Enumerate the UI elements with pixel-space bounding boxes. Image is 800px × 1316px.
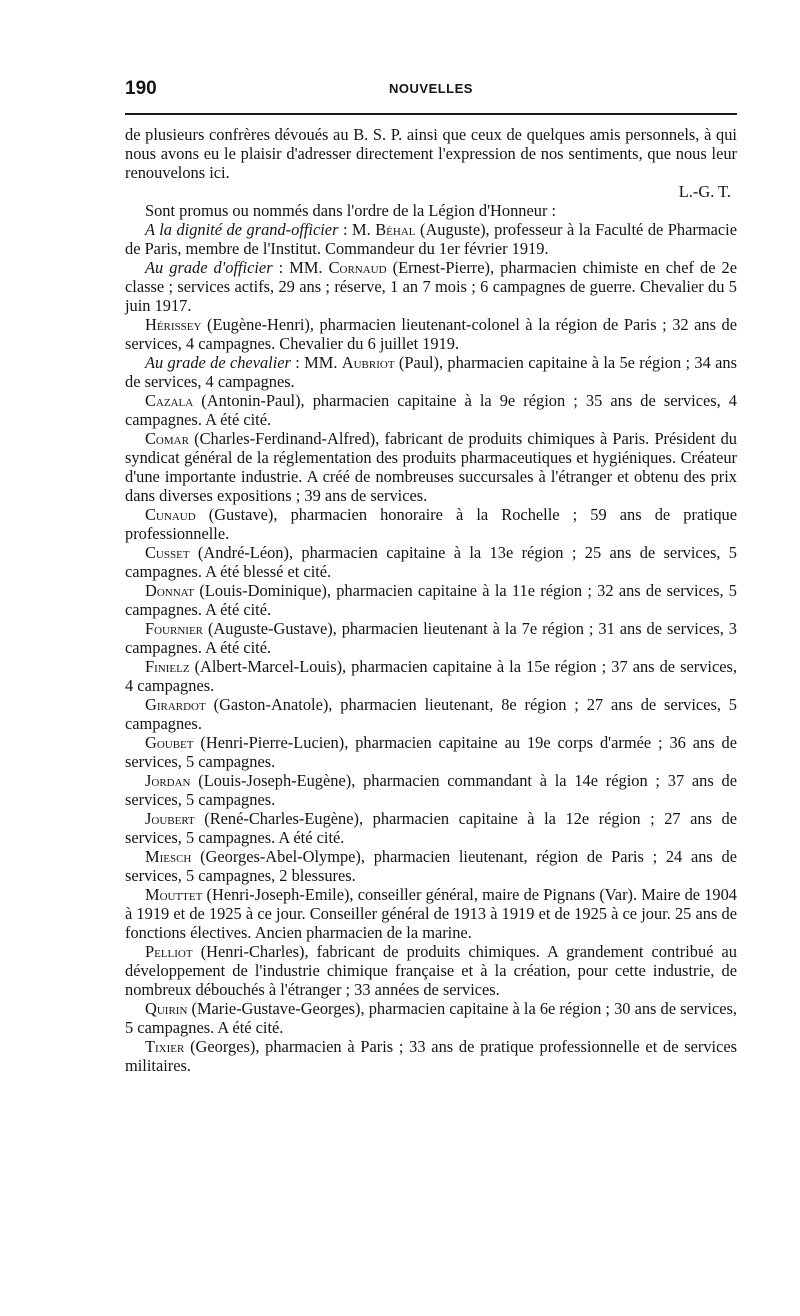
chevalier-entry [125,1037,737,1075]
chevalier-entry [125,942,737,999]
page-number: 190 [125,78,157,99]
chevalier-entry [125,885,737,942]
chevalier-entry [125,999,737,1037]
officier-entry [125,258,737,315]
entry-text: (Henri-Joseph-Emile), conseiller général, maire de Pignans (Var). Maire de 1904 à 1919 et de 1925 à ce jour. Conseiller général de 1913 à 1919 et de 1925 à ce jour. 25 ans de fonctions électives. Ancien pharmacien de la marine. [125,885,737,942]
entry-text: (Gustave), pharmacien honoraire à la Rochelle ; 59 ans de pratique professionnelle. [125,505,737,543]
entry-text: (Auguste-Gustave), pharmacien lieutenant à la 7e région ; 31 ans de services, 3 campagnes. A été cité. [125,619,737,657]
entry-text: (Antonin-Paul), pharmacien capitaine à la 9e région ; 35 ans de services, 4 campagnes. A été cité. [125,391,737,429]
entry-text: (Paul), pharmacien capitaine à la 5e région ; 34 ans de services, 4 campagnes. [125,353,738,391]
entry-text: (Louis-Joseph-Eugène), pharmacien commandant à la 14e région ; 37 ans de services, 5 campagnes. [125,771,737,809]
grade-label: A la dignité de grand-officier [145,220,339,239]
chevalier-entry [125,847,737,885]
chevalier-entry [125,543,737,581]
grand-officier-entry [125,220,737,258]
person-name: Girardot [145,695,206,714]
entry-text: (Marie-Gustave-Georges), pharmacien capitaine à la 6e région ; 30 ans de services, 5 campagnes. A été cité. [125,999,737,1037]
person-name: Goubet [145,733,194,752]
person-name: Donnat [145,581,195,600]
page-header [125,78,737,106]
chevalier-entry [125,771,737,809]
signature: L.-G. T. [678,182,731,201]
chevalier-entry [125,695,737,733]
person-name: Cazala [145,391,194,410]
chevalier-entry [125,809,737,847]
entry-text: (Georges-Abel-Olympe), pharmacien lieutenant, région de Paris ; 24 ans de services, 5 campagnes, 2 blessures. [125,847,737,885]
person-name: Cunaud [145,505,196,524]
person-name: Aubriot [341,353,395,372]
article-body [125,125,737,1075]
grade-prefix: : MM. [272,258,329,277]
entry-text: (Albert-Marcel-Louis), pharmacien capitaine à la 15e région ; 37 ans de services, 4 campagnes. [125,657,737,695]
person-name: Jordan [145,771,191,790]
person-name: Miesch [145,847,192,866]
chevalier-entry [125,581,737,619]
entry-text: (Henri-Charles), fabricant de produits chimiques. A grandement contribué au développement de l'industrie chimique française et à la création, pour cette industrie, de nombreux débouchés à l'étranger ; 33 années de services. [125,942,737,999]
entry-text: (Henri-Pierre-Lucien), pharmacien capitaine au 19e corps d'armée ; 36 ans de services, 5 campagnes. [125,733,737,771]
entry-text: (Georges), pharmacien à Paris ; 33 ans de pratique professionnelle et de services militaires. [125,1037,737,1075]
chevalier-entry [125,657,737,695]
grade-label: Au grade de chevalier [145,353,291,372]
person-name: Hérissey [145,315,202,334]
person-name: Béhal [375,220,416,239]
person-name: Fournier [145,619,204,638]
person-name: Cusset [145,543,190,562]
person-name: Mouttet [145,885,203,904]
person-name: Tixier [145,1037,185,1056]
person-name: Joubert [145,809,195,828]
entry-text: (Ernest-Pierre), pharmacien chimiste en chef de 2e classe ; services actifs, 29 ans ; réserve, 1 an 7 mois ; 6 campagnes de guerre. Chevalier du 5 juin 1917. [125,258,738,315]
chevalier-entry [125,619,737,657]
person-name: Finielz [145,657,190,676]
grade-label: Au grade d'officier [145,258,273,277]
person-name: Comar [145,429,189,448]
entry-text: (Gaston-Anatole), pharmacien lieutenant, 8e région ; 27 ans de services, 5 campagnes. [125,695,737,733]
chevalier-entry [125,391,737,429]
announcement: Sont promus ou nommés dans l'ordre de la Légion d'Honneur : [145,201,557,220]
grade-prefix: : M. [338,220,376,239]
intro-paragraph: de plusieurs confrères dévoués au B. S. P. ainsi que ceux de quelques amis personnels, à qui nous avons eu le plaisir d'adresser directement l'expression de nos sentiments, que nous leur renouvelons ici. [125,125,737,182]
running-head: NOUVELLES [389,81,473,96]
entry-text: (René-Charles-Eugène), pharmacien capitaine à la 12e région ; 27 ans de services, 5 campagnes. A été cité. [125,809,737,847]
chevalier-entry [125,505,737,543]
entry-text: (Eugène-Henri), pharmacien lieutenant-colonel à la région de Paris ; 32 ans de services, 4 campagnes. Chevalier du 6 juillet 1919. [125,315,737,353]
entry-text: (Auguste), professeur à la Faculté de Pharmacie de Paris, membre de l'Institut. Commandeur du 1er février 1919. [125,220,737,258]
person-name: Quirin [145,999,188,1018]
chevalier-entry [125,429,737,505]
entry-text: (André-Léon), pharmacien capitaine à la 13e région ; 25 ans de services, 5 campagnes. A été blessé et cité. [125,543,737,581]
person-name: Cornaud [328,258,387,277]
entry-text: (Louis-Dominique), pharmacien capitaine à la 11e région ; 32 ans de services, 5 campagnes. A été cité. [125,581,737,619]
header-rule [125,113,737,115]
officier-entry [125,315,737,353]
entry-text: (Charles-Ferdinand-Alfred), fabricant de produits chimiques à Paris. Président du syndicat général de la réglementation des produits pharmaceutiques et hygiéniques. Créateur d'une importante industrie. A créé de nombreuses succursales à l'étranger et obtenu des prix dans diverses expositions ; 39 ans de services. [125,429,737,505]
person-name: Pelliot [145,942,193,961]
chevalier-entry [125,353,737,391]
grade-prefix: : MM. [290,353,342,372]
chevalier-entry [125,733,737,771]
